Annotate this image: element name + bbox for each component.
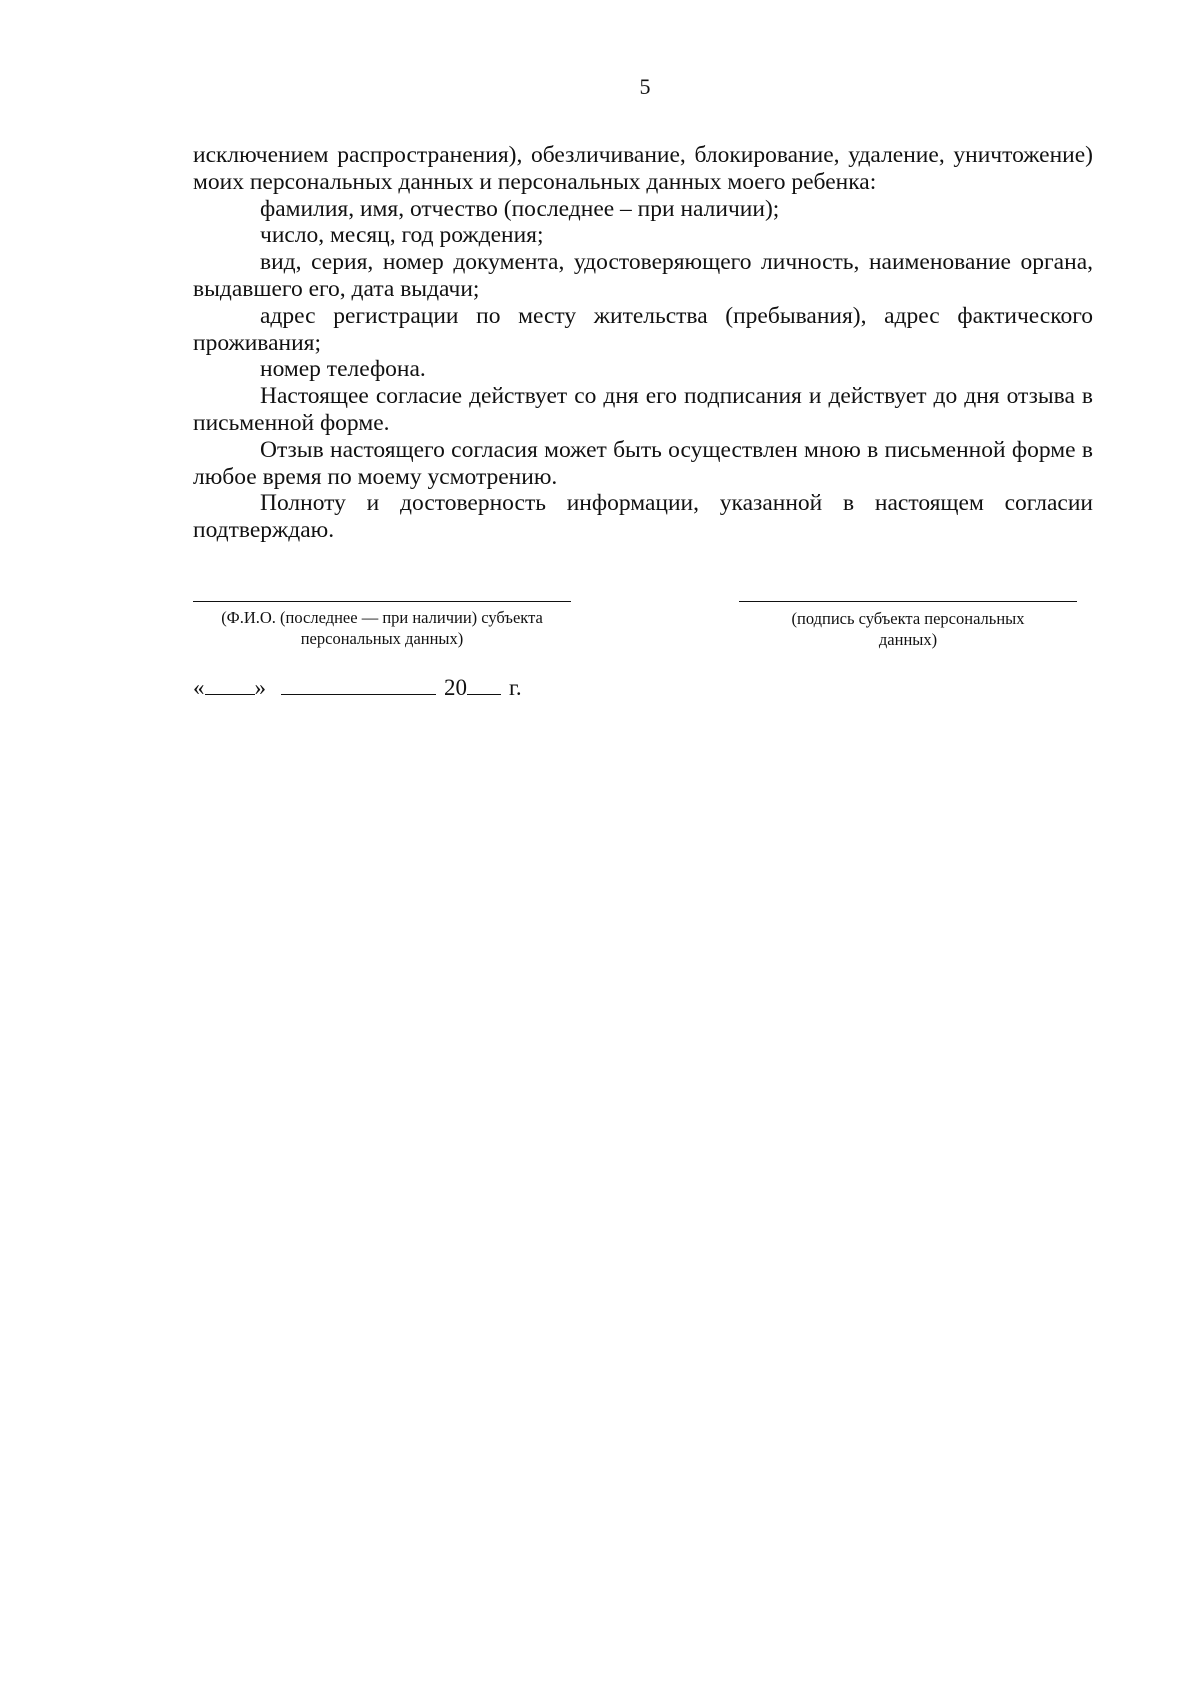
paragraph: Отзыв настоящего согласия может быть осуществлен мною в письменной форме в любое время по моему усмотрению. xyxy=(193,436,1093,490)
page-number: 5 xyxy=(639,74,651,99)
paragraph: адрес регистрации по месту жительства (пребывания), адрес фактического проживания; xyxy=(193,302,1093,356)
paragraph: число, месяц, год рождения; xyxy=(260,222,544,249)
fio-caption xyxy=(183,607,581,649)
year-prefix: 20 xyxy=(444,675,467,700)
fio-caption-line: персональных данных) xyxy=(300,629,464,648)
signature-line[interactable] xyxy=(739,601,1077,602)
year-blank[interactable] xyxy=(467,676,501,695)
open-quote: « xyxy=(193,675,205,700)
month-blank[interactable] xyxy=(281,676,436,695)
paragraph: номер телефона. xyxy=(260,356,426,383)
signature-caption-line: данных) xyxy=(878,630,938,649)
paragraph: вид, серия, номер документа, удостоверяющего личность, наименование органа, выдавшего его, дата выдачи; xyxy=(193,249,1093,302)
close-quote: » xyxy=(254,675,266,700)
day-blank[interactable] xyxy=(205,676,255,695)
fio-caption-line: (Ф.И.О. (последнее — при наличии) субъекта xyxy=(221,608,543,627)
paragraph: Настоящее согласие действует со дня его подписания и действует до дня отзыва в письменной форме. xyxy=(193,383,1093,436)
paragraph: Полноту и достоверность информации, указанной в настоящем согласии подтверждаю. xyxy=(193,490,1093,544)
signature-caption xyxy=(739,608,1077,650)
date-field xyxy=(193,674,522,702)
consent-body xyxy=(193,142,1093,544)
fio-signature-line[interactable] xyxy=(193,601,571,602)
signature-caption-line: (подпись субъекта персональных xyxy=(791,609,1025,628)
year-suffix: г. xyxy=(509,675,522,700)
paragraph: исключением распространения), обезличивание, блокирование, удаление, уничтожение) моих персональных данных и персональных данных моего ребенка: xyxy=(193,142,1093,195)
paragraph: фамилия, имя, отчество (последнее – при наличии); xyxy=(260,195,780,222)
